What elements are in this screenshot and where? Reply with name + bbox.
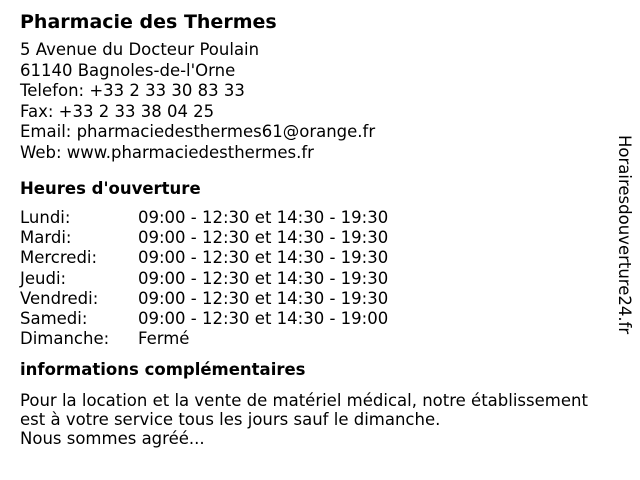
address-line2: 61140 Bagnoles-de-l'Orne — [20, 60, 236, 80]
hours-time: 09:00 - 12:30 et 14:30 - 19:30 — [138, 228, 389, 248]
hours-title: Heures d'ouverture — [20, 179, 201, 198]
email-line: Email: pharmaciedesthermes61@orange.fr — [20, 122, 376, 141]
hours-row-thursday — [20, 269, 610, 289]
info-text — [20, 391, 610, 448]
phone-line: Telefon: +33 2 33 30 83 33 — [20, 81, 245, 100]
hours-row-friday — [20, 289, 610, 309]
hours-time: 09:00 - 12:30 et 14:30 - 19:30 — [138, 288, 389, 308]
info-line2: est à votre service tous les jours sauf le dimanche. — [20, 410, 441, 430]
address-line1: 5 Avenue du Docteur Poulain — [20, 40, 260, 59]
pharmacy-name: Pharmacie des Thermes — [20, 11, 277, 33]
hours-time: 09:00 - 12:30 et 14:30 - 19:00 — [138, 308, 389, 328]
hours-row-saturday — [20, 309, 610, 329]
hours-day: Samedi: — [20, 308, 88, 328]
fax-line: Fax: +33 2 33 38 04 25 — [20, 101, 215, 121]
hours-time: 09:00 - 12:30 et 14:30 - 19:30 — [138, 248, 389, 268]
pharmacy-card — [20, 8, 610, 448]
hours-time: 09:00 - 12:30 et 14:30 - 19:30 — [138, 208, 389, 227]
contact-block — [20, 40, 610, 163]
web-line: Web: www.pharmaciedesthermes.fr — [20, 142, 314, 162]
info-title: informations complémentaires — [20, 360, 306, 380]
hours-table — [20, 208, 610, 349]
hours-row-wednesday — [20, 248, 610, 268]
hours-row-monday — [20, 208, 610, 228]
hours-row-sunday — [20, 329, 610, 349]
hours-day: Vendredi: — [20, 288, 99, 308]
hours-time: 09:00 - 12:30 et 14:30 - 19:30 — [138, 268, 389, 288]
hours-day: Lundi: — [20, 208, 71, 227]
hours-row-tuesday — [20, 228, 610, 248]
info-line3: Nous sommes agréé... — [20, 429, 205, 449]
info-line1: Pour la location et la vente de matériel médical, notre établissement — [20, 391, 588, 411]
hours-time: Fermé — [138, 329, 190, 349]
hours-day: Mercredi: — [20, 248, 98, 268]
watermark-text: Horairesdouverture24.fr — [615, 135, 634, 335]
hours-day: Jeudi: — [20, 268, 67, 288]
hours-day: Dimanche: — [20, 329, 110, 349]
hours-day: Mardi: — [20, 228, 72, 248]
